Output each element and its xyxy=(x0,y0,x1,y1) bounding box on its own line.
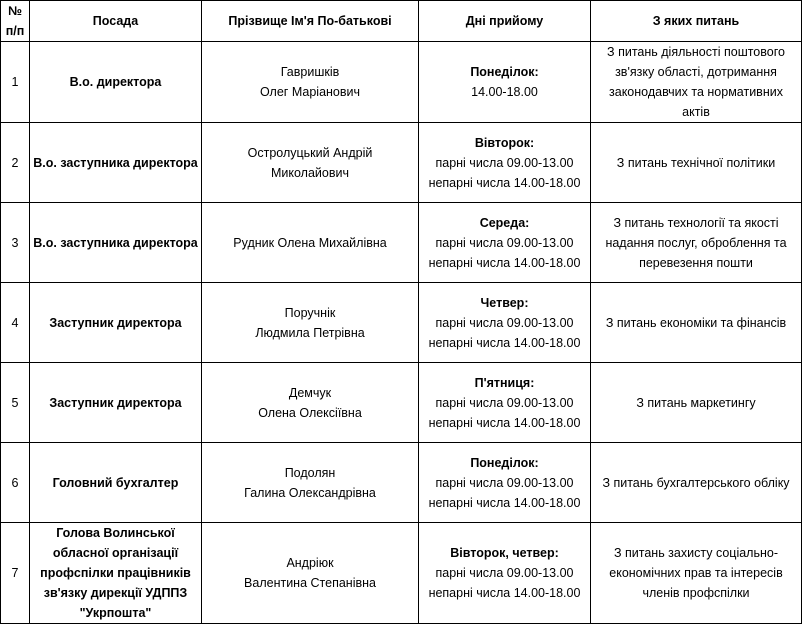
time-line: парні числа 09.00-13.00 xyxy=(435,566,574,580)
row-topics: З питань діяльності поштового зв'язку області, дотримання законодавчих та нормативних актів xyxy=(591,42,802,123)
row-position: Заступник директора xyxy=(30,283,202,363)
row-days xyxy=(419,283,591,363)
header-days: Дні прийому xyxy=(419,1,591,42)
row-position: В.о. заступника директора xyxy=(30,203,202,283)
name-line: Олег Маріанович xyxy=(259,85,361,99)
name-line: Олена Олексіївна xyxy=(258,405,362,420)
row-name xyxy=(202,443,419,523)
row-days xyxy=(419,203,591,283)
day-label: Вівторок, четвер: xyxy=(450,546,559,560)
row-position: В.о. директора xyxy=(30,42,202,123)
time-line: непарні числа 14.00-18.00 xyxy=(428,495,581,510)
table-row xyxy=(1,203,802,283)
header-row xyxy=(1,1,802,42)
time-line: парні числа 09.00-13.00 xyxy=(435,235,574,250)
time-line: парні числа 09.00-13.00 xyxy=(435,475,574,490)
time-line: непарні числа 14.00-18.00 xyxy=(428,335,581,350)
row-topics: З питань технічної політики xyxy=(591,123,802,203)
day-label: Вівторок: xyxy=(474,135,535,150)
row-name xyxy=(202,203,419,283)
header-position: Посада xyxy=(30,1,202,42)
row-number: 1 xyxy=(1,42,30,123)
time-line: парні числа 09.00-13.00 xyxy=(435,315,574,330)
row-name xyxy=(202,523,419,624)
row-topics: З питань технології та якості надання послуг, оброблення та перевезення пошти xyxy=(591,203,802,283)
row-days xyxy=(419,123,591,203)
row-days xyxy=(419,443,591,523)
row-topics: З питань маркетингу xyxy=(591,363,802,443)
row-topics: З питань бухгалтерського обліку xyxy=(591,443,802,523)
row-name xyxy=(202,42,419,123)
time-line: 14.00-18.00 xyxy=(471,85,538,99)
row-days xyxy=(419,42,591,123)
name-line: Рудник Олена Михайлівна xyxy=(233,235,387,250)
name-line: Андріюк xyxy=(286,556,334,570)
row-topics: З питань захисту соціально-економічних прав та інтересів членів профспілки xyxy=(591,523,802,624)
name-line: Поручнік xyxy=(284,305,336,320)
name-line: Миколайович xyxy=(271,165,349,180)
row-number: 7 xyxy=(1,523,30,624)
header-name: Прізвище Ім'я По-батькові xyxy=(202,1,419,42)
time-line: непарні числа 14.00-18.00 xyxy=(428,255,581,270)
day-label: Четвер: xyxy=(480,295,529,310)
row-position: В.о. заступника директора xyxy=(30,123,202,203)
table-row xyxy=(1,283,802,363)
row-number: 4 xyxy=(1,283,30,363)
day-label: П'ятниця: xyxy=(474,375,535,390)
table-row xyxy=(1,363,802,443)
row-number: 5 xyxy=(1,363,30,443)
name-line: Галина Олександрівна xyxy=(244,485,376,500)
time-line: непарні числа 14.00-18.00 xyxy=(428,415,581,430)
name-line: Демчук xyxy=(288,385,332,400)
time-line: парні числа 09.00-13.00 xyxy=(435,155,574,170)
time-line: парні числа 09.00-13.00 xyxy=(435,395,574,410)
table-row xyxy=(1,443,802,523)
table-row xyxy=(1,42,802,123)
time-line: непарні числа 14.00-18.00 xyxy=(428,586,581,600)
row-position: Заступник директора xyxy=(30,363,202,443)
header-number: № п/п xyxy=(1,1,30,42)
row-position: Голова Волинської обласної організації профспілки працівників зв'язку дирекції УДППЗ "Укрпошта" xyxy=(30,523,202,624)
row-number: 3 xyxy=(1,203,30,283)
name-line: Валентина Степанівна xyxy=(244,576,376,590)
table-row xyxy=(1,523,802,624)
day-label: Середа: xyxy=(479,215,530,230)
row-name xyxy=(202,123,419,203)
day-label: Понеділок: xyxy=(470,65,539,79)
row-position: Головний бухгалтер xyxy=(30,443,202,523)
header-topics: З яких питань xyxy=(591,1,802,42)
time-line: непарні числа 14.00-18.00 xyxy=(428,175,581,190)
name-line: Людмила Петрівна xyxy=(255,325,365,340)
name-line: Подолян xyxy=(284,465,336,480)
name-line: Остролуцький Андрій xyxy=(247,145,373,160)
table-row xyxy=(1,123,802,203)
row-name xyxy=(202,283,419,363)
name-line: Гавришків xyxy=(280,65,340,79)
row-number: 2 xyxy=(1,123,30,203)
row-days xyxy=(419,523,591,624)
row-number: 6 xyxy=(1,443,30,523)
row-days xyxy=(419,363,591,443)
row-name xyxy=(202,363,419,443)
row-topics: З питань економіки та фінансів xyxy=(591,283,802,363)
day-label: Понеділок: xyxy=(470,455,539,470)
